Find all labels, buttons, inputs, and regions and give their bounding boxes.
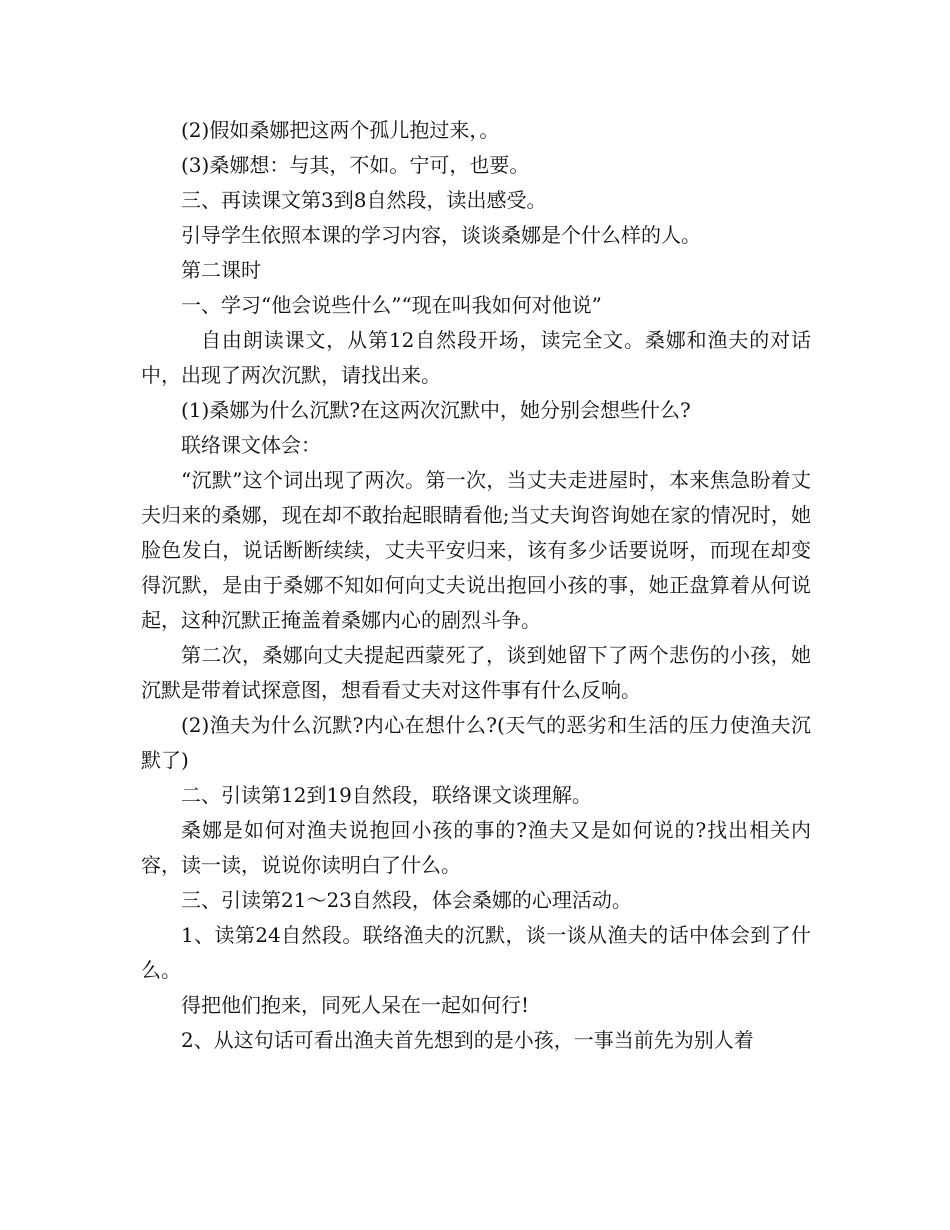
paragraph-11: 第二次，桑娜向丈夫提起西蒙死了，谈到她留下了两个悲伤的小孩，她沉默是带着试探意图，想看看丈夫对这件事有什么反响。 — [141, 643, 811, 702]
paragraph-9: 联络课文体会： — [181, 433, 321, 457]
section-heading-2: 二、引读第12到19自然段，联络课文谈理解。 — [181, 783, 592, 807]
paragraph-3: 三、再读课文第3到8自然段，读出感受。 — [181, 188, 547, 212]
paragraph-17: 得把他们抱来，同死人呆在一起如何行! — [181, 993, 530, 1017]
paragraph-10: “沉默”这个词出现了两次。第一次，当丈夫走进屋时，本来焦急盼着丈夫归来的桑娜，现在却不敢抬起眼睛看他;当丈夫询咨询她在家的情况时，她脸色发白，说话断断续续，丈夫平安归来，该有多少话要说呀，而现在却变得沉默，是由于桑娜不知如何向丈夫说出抱回小孩的事，她正盘算着从何说起，这种沉默正掩盖着桑娜内心的剧烈斗争。 — [141, 468, 811, 632]
section-heading-3: 三、引读第21～23自然段，体会桑娜的心理活动。 — [181, 888, 632, 912]
paragraph-1: (2)假如桑娜把这两个孤儿抱过来，。 — [181, 118, 500, 142]
section-heading-1: 一、学习“他会说些什么”“现在叫我如何对他说” — [181, 293, 602, 317]
paragraph-4: 引导学生依照本课的学习内容，谈谈桑娜是个什么样的人。 — [181, 223, 701, 247]
paragraph-18: 2、从这句话可看出渔夫首先想到的是小孩，一事当前先为别人着 — [181, 1028, 754, 1052]
lesson-heading: 第二课时 — [181, 258, 261, 282]
paragraph-14: 桑娜是如何对渔夫说抱回小孩的事的?渔夫又是如何说的?找出相关内容，读一读，说说你读明白了什么。 — [141, 818, 811, 877]
paragraph-7: 自由朗读课文，从第12自然段开场，读完全文。桑娜和渔夫的对话中，出现了两次沉默，请找出来。 — [141, 328, 811, 387]
document-body — [141, 113, 811, 1058]
paragraph-8: (1)桑娜为什么沉默?在这两次沉默中，她分别会想些什么? — [181, 398, 691, 422]
paragraph-12: (2)渔夫为什么沉默?内心在想什么?(天气的恶劣和生活的压力使渔夫沉默了) — [141, 713, 811, 772]
paragraph-2: (3)桑娜想：与其，不如。宁可，也要。 — [181, 153, 530, 177]
paragraph-16: 1、读第24自然段。联络渔夫的沉默，谈一谈从渔夫的话中体会到了什么。 — [141, 923, 811, 982]
